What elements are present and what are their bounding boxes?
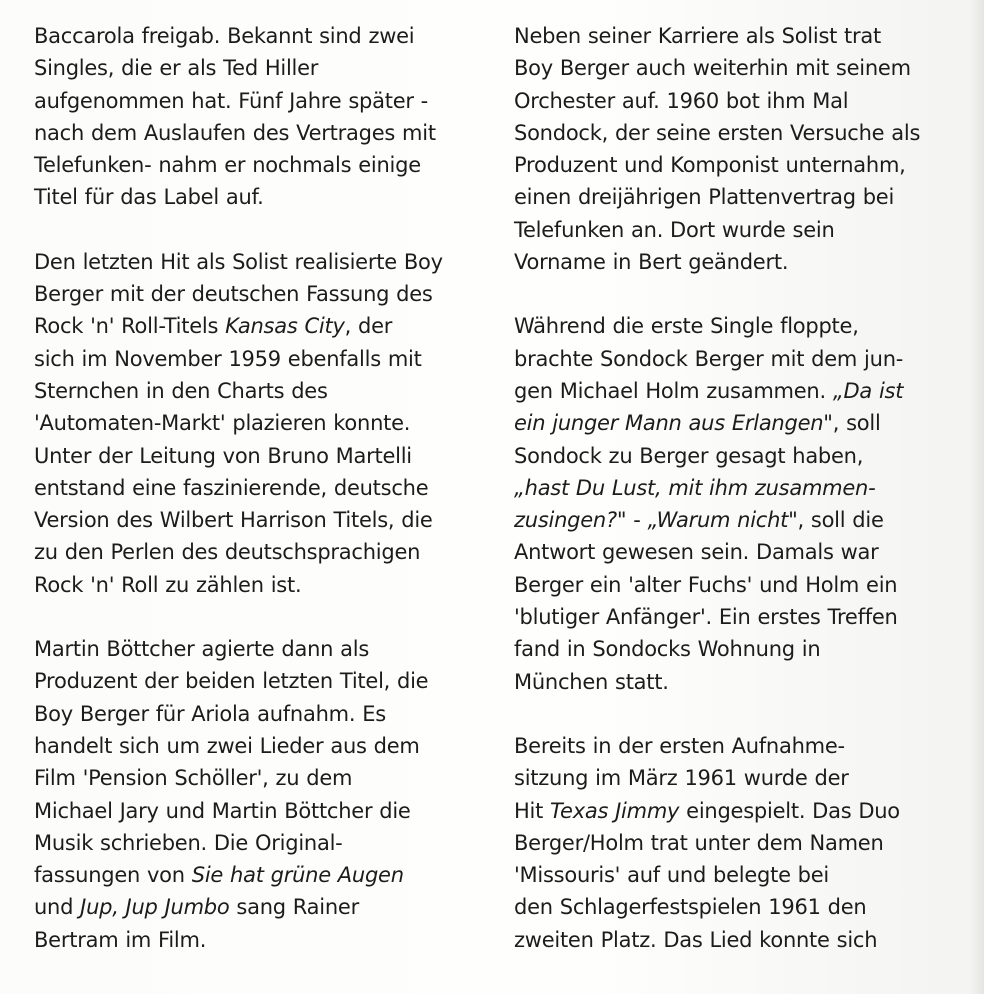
text-run: fassungen von [34,863,192,888]
song-title: Texas Jimmy [550,798,680,823]
text-line: Film 'Pension Schöller', zu dem [34,766,353,791]
text-line: Berger ein 'alter Fuchs' und Holm ein [514,572,898,597]
page-edge-shadow [970,0,984,994]
right-column [514,20,964,988]
text-run: und [34,895,81,920]
song-title: Jup, Jup Jumbo [80,895,230,920]
text-line: sitzung im März 1961 wurde der [514,766,849,791]
text-line: 'blutiger Anfänger'. Ein erstes Treffen [514,605,898,630]
text-line: Berger mit der deutschen Fassung des [34,282,433,307]
text-line: Bereits in der ersten Aufnahme- [514,733,845,758]
text-line: Neben seiner Karriere als Solist trat [514,24,882,48]
text-line: nach dem Auslaufen des Vertrages mit [34,120,436,145]
song-title: Sie hat grüne Augen [191,863,404,888]
text-line: Antwort gewesen sein. Damals war [514,540,879,565]
text-line [34,310,484,342]
text-run: , soll [832,411,881,436]
paragraph [34,633,484,956]
text-line: Telefunken an. Dort wurde sein [514,217,835,242]
text-line [514,407,964,439]
text-line: Titel für das Label auf. [34,185,264,210]
text-line: aufgenommen hat. Fünf Jahre später - [34,88,428,113]
text-line [514,504,964,536]
text-line: Boy Berger auch weiterhin mit seinem [514,56,911,81]
text-line: Martin Böttcher agierte dann als [34,637,370,662]
text-line: Orchester auf. 1960 bot ihm Mal [514,88,849,113]
text-run: , soll die [797,508,884,533]
text-line: Version des Wilbert Harrison Titels, die [34,508,433,533]
text-line [514,472,964,504]
text-line: brachte Sondock Berger mit dem jun- [514,346,904,371]
left-column [34,20,484,988]
text-line: den Schlagerfestspielen 1961 den [514,895,867,920]
text-run: , der [344,314,393,339]
text-line [34,891,484,923]
text-run: eingespielt. Das Duo [679,798,900,823]
quote: zusingen?" [514,508,627,533]
text-line: Während die erste Single floppte, [514,314,859,339]
paragraph [34,246,484,601]
text-line: Sternchen in den Charts des [34,378,328,403]
text-line: fand in Sondocks Wohnung in [514,637,821,662]
text-line: Singles, die er als Ted Hiller [34,56,319,81]
text-run: Rock 'n' Roll-Titels [34,314,226,339]
text-line [514,795,964,827]
text-run: sang Rainer [229,895,359,920]
paragraph [34,20,484,214]
text-line: Vorname in Bert geändert. [514,250,789,275]
quote: „hast Du Lust, mit ihm zusammen- [514,475,876,500]
text-line: einen dreijährigen Plattenvertrag bei [514,185,895,210]
quote: „Da ist [832,378,904,403]
text-line: Sondock zu Berger gesagt haben, [514,443,864,468]
text-line: handelt sich um zwei Lieder aus dem [34,733,420,758]
text-line: Produzent der beiden letzten Titel, die [34,669,429,694]
text-line: Telefunken- nahm er nochmals einige [34,153,421,178]
text-line: 'Missouris' auf und belegte bei [514,863,829,888]
text-run: gen Michael Holm zusammen. [514,378,833,403]
quote: „Warum nicht" [647,508,798,533]
text-line: Baccarola freigab. Bekannt sind zwei [34,24,415,48]
text-line [34,859,484,891]
text-run: Hit [514,798,551,823]
paragraph [514,310,964,698]
text-line: Berger/Holm trat unter dem Namen [514,830,884,855]
quote: ein junger Mann aus Erlangen" [514,411,833,436]
text-run: - [626,508,648,533]
text-line: zu den Perlen des deutschsprachigen [34,540,421,565]
text-line: sich im November 1959 ebenfalls mit [34,346,422,371]
song-title: Kansas City [225,314,345,339]
text-line: Bertram im Film. [34,927,207,952]
text-line: Rock 'n' Roll zu zählen ist. [34,572,302,597]
paragraph [514,730,964,956]
text-line: Boy Berger für Ariola aufnahm. Es [34,701,386,726]
text-line: zweiten Platz. Das Lied konnte sich [514,927,878,952]
text-line: Produzent und Komponist unternahm, [514,153,906,178]
text-line: Michael Jary und Martin Böttcher die [34,798,411,823]
text-line: 'Automaten-Markt' plazieren konnte. [34,411,411,436]
text-line: Musik schrieben. Die Original- [34,830,343,855]
text-line: München statt. [514,669,669,694]
text-line: entstand eine faszinierende, deutsche [34,475,429,500]
text-line: Den letzten Hit als Solist realisierte Boy [34,249,443,274]
text-line [514,375,964,407]
text-line: Sondock, der seine ersten Versuche als [514,120,921,145]
paragraph [514,20,964,278]
text-line: Unter der Leitung von Bruno Martelli [34,443,412,468]
